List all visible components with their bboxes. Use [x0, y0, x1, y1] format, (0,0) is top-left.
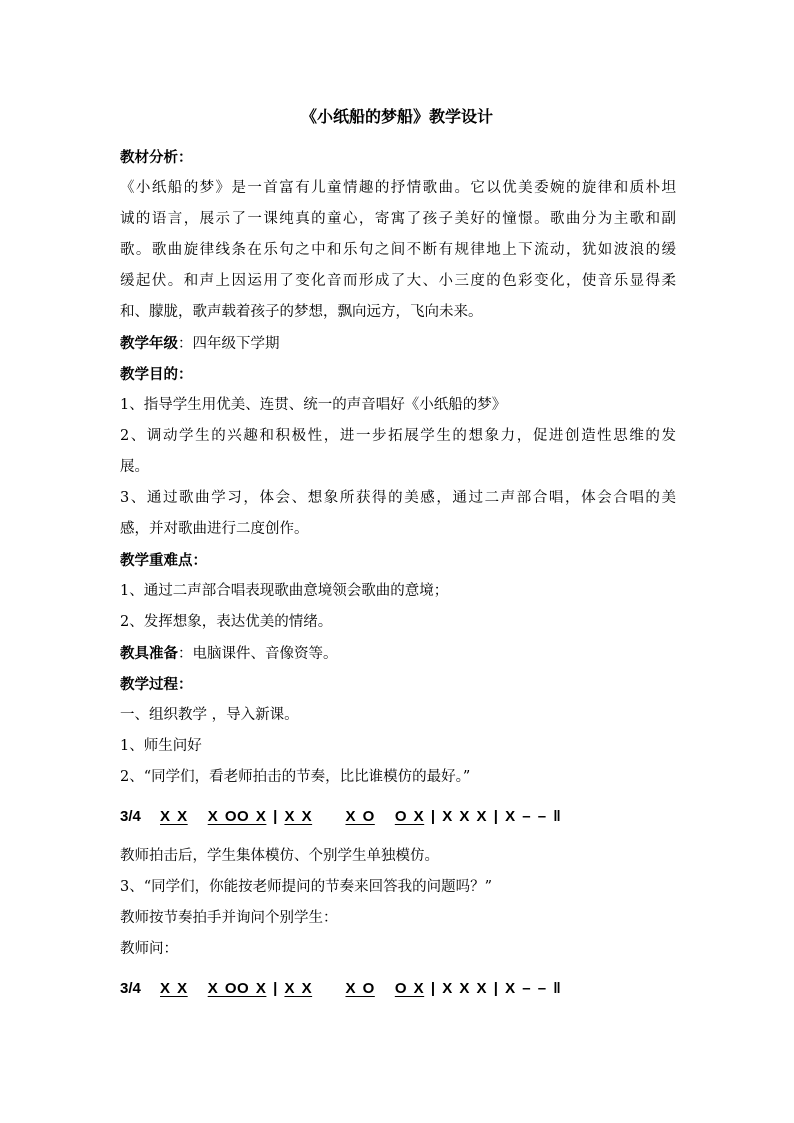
bar-line: | — [273, 808, 285, 825]
rhythm-group: X O — [345, 808, 375, 825]
process-step: 教师按节奏拍手并询问个别学生： — [120, 910, 338, 926]
process-step: 一、组织教学 ，导入新课。 — [120, 707, 299, 723]
time-signature: 3/4 — [120, 808, 141, 825]
materials-label: 教具准备 — [120, 645, 178, 662]
rhythm-group: X OO X — [207, 980, 267, 997]
rhythm-tail: | X X X | X – – ‖ — [430, 980, 562, 997]
objective-item-continued: 感，并对歌曲进行二度创作。 — [120, 521, 309, 537]
objective-item: 2、调动学生的兴趣和积极性，进一步拓展学生的想象力，促进创造性思维的发 — [120, 428, 676, 444]
rhythm-group: X X — [160, 980, 188, 997]
rhythm-group: X X — [284, 808, 313, 825]
rhythm-group: X OO X — [207, 808, 267, 825]
paragraph-line: 和、朦胧，歌声载着孩子的梦想，飘向远方，飞向未来。 — [120, 304, 483, 320]
key-point-item: 1、通过二声部合唱表现歌曲意境领会歌曲的意境； — [120, 583, 449, 599]
key-point-item: 2、发挥想象，表达优美的情绪。 — [120, 614, 333, 630]
time-signature: 3/4 — [120, 980, 141, 997]
rhythm-group: X X — [160, 808, 188, 825]
process-step: 教师问： — [120, 941, 178, 957]
process-step: 1、师生问好 — [120, 738, 202, 754]
materials-line — [120, 638, 676, 669]
rhythm-notation — [120, 965, 676, 1013]
process-step: 2、“同学们，看老师拍击的节奏，比比谁模仿的最好。” — [120, 769, 471, 785]
bar-line: | — [273, 980, 285, 997]
paragraph-line: 歌。歌曲旋律线条在乐句之中和乐句之间不断有规律地上下流动，犹如波浪的缓 — [120, 242, 676, 258]
grade-line — [120, 328, 676, 359]
grade-value: ：四年级下学期 — [178, 336, 280, 352]
document-title: 《小纸船的梦船》教学设计 — [300, 107, 493, 126]
rhythm-group: O X — [394, 808, 425, 825]
rhythm-group: O X — [394, 980, 425, 997]
grade-label: 教学年级 — [120, 335, 178, 352]
section-heading-objectives: 教学目的： — [120, 366, 193, 383]
objective-item: 3、通过歌曲学习，体会、想象所获得的美感，通过二声部合唱，体会合唱的美 — [120, 490, 676, 506]
section-heading-key-points: 教学重难点： — [120, 552, 207, 569]
rhythm-group: X X — [284, 980, 313, 997]
document-body — [120, 142, 676, 1013]
process-step: 教师拍击后，学生集体模仿、个别学生单独模仿。 — [120, 848, 439, 864]
section-heading-process: 教学过程： — [120, 676, 193, 693]
rhythm-notation — [120, 793, 676, 841]
objective-item-continued: 展。 — [120, 459, 149, 475]
process-step: 3、“同学们，你能按老师提问的节奏来回答我的问题吗？” — [120, 879, 493, 895]
paragraph-line: 《小纸船的梦》是一首富有儿童情趣的抒情歌曲。它以优美委婉的旋律和质朴坦 — [120, 180, 676, 196]
paragraph-line: 诚的语言，展示了一课纯真的童心，寄寓了孩子美好的憧憬。歌曲分为主歌和副 — [120, 211, 676, 227]
materials-value: ：电脑课件、音像资等。 — [178, 646, 338, 662]
paragraph-line: 缓起伏。和声上因运用了变化音而形成了大、小三度的色彩变化，使音乐显得柔 — [120, 273, 676, 289]
objective-item: 1、指导学生用优美、连贯、统一的声音唱好《小纸船的梦》 — [120, 397, 507, 413]
rhythm-tail: | X X X | X – – ‖ — [430, 808, 562, 825]
rhythm-notes — [160, 965, 561, 1013]
rhythm-notes — [160, 793, 561, 841]
rhythm-group: X O — [345, 980, 375, 997]
section-heading-material-analysis: 教材分析： — [120, 149, 193, 166]
